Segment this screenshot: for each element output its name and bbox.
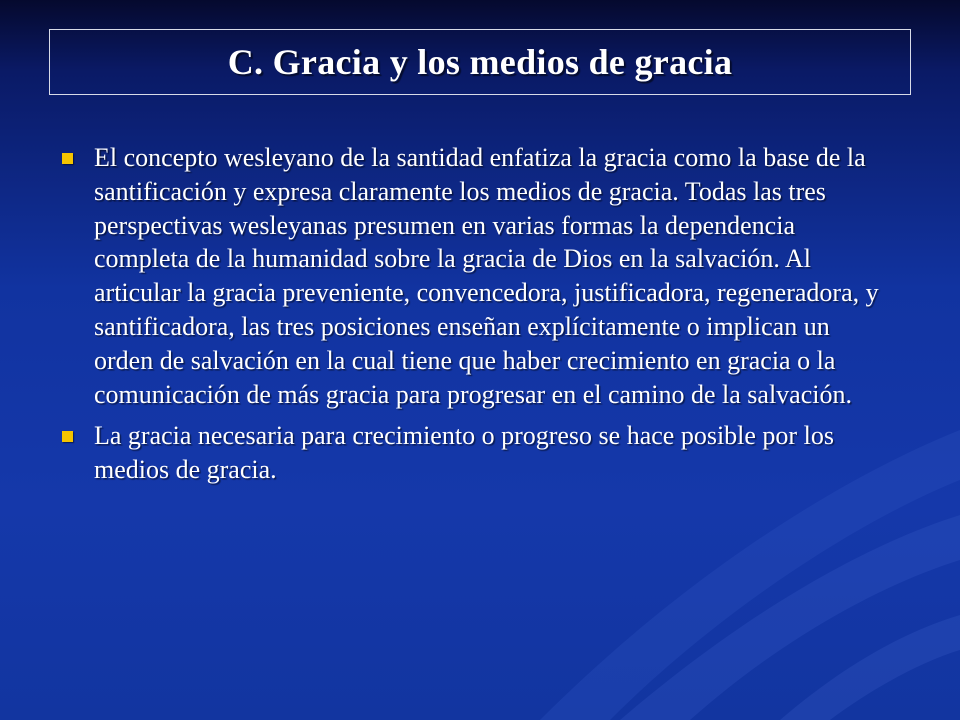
bullet-text: La gracia necesaria para crecimiento o progreso se hace posible por los medios de gracia. [94, 421, 834, 485]
title-box [49, 29, 911, 95]
bullet-list [60, 141, 880, 495]
square-bullet-icon [62, 153, 73, 164]
square-bullet-icon [62, 431, 73, 442]
bullet-item [60, 419, 880, 487]
bullet-item [60, 141, 880, 411]
bullet-text: El concepto wesleyano de la santidad enfatiza la gracia como la base de la santificación y expresa claramente los medios de gracia. Todas las tres perspectivas wesleyanas presumen en varias formas la dependencia completa de la humanidad sobre la gracia de Dios en la salvación. Al articular la gracia preveniente, convencedora, justificadora, regeneradora, y santificadora, las tres posiciones enseñan explícitamente o implican un orden de salvación en la cual tiene que haber crecimiento en gracia o la comunicación de más gracia para progresar en el camino de la salvación. [94, 143, 879, 409]
slide-title: C. Gracia y los medios de gracia [227, 42, 733, 82]
